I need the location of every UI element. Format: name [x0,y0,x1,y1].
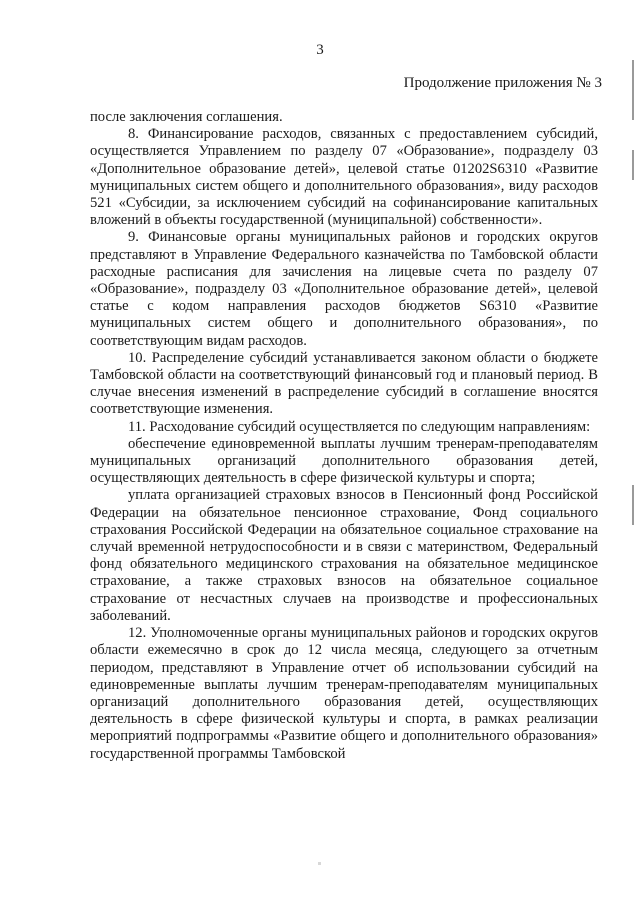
paragraph-8: 8. Финансирование расходов, связанных с предоставлением субсидий, осуществляется Управлением по разделу 07 «Образование», подразделу 03 «Дополнительное образование детей», целевой статье 01202S6310 «Развитие муниципальных систем общего и дополнительного образования», виду расходов 521 «Субсидии, за исключением субсидий на софинансирование капитальных вложений в объекты государственной (муниципальной) собственности». [90,126,598,229]
paragraph-11-item-insurance: уплата организацией страховых взносов в Пенсионный фонд Российской Федерации на обязательное пенсионное страхование, Фонд социального страхования Российской Федерации на обязательное социальное страхование на случай временной нетрудоспособности и в связи с материнством, Федеральный фонд обязательного медицинского страхования на обязательное медицинское страхование, а также страховых взносов на обязательное социальное страхование от несчастных случаев на производстве и профессиональных заболеваний. [90,487,598,624]
scan-edge-mark [632,60,634,120]
paragraph-10: 10. Распределение субсидий устанавливается законом области о бюджете Тамбовской области на соответствующий финансовый год и плановый период. В случае внесения изменений в распределение субсидий в соглашение вносятся соответствующие изменения. [90,349,598,418]
document-body [90,109,598,763]
scan-edge-mark [632,485,634,525]
appendix-continuation-note: Продолжение приложения № 3 [403,75,602,91]
paragraph-11: 11. Расходование субсидий осуществляется по следующим направлениям: [128,418,591,435]
paragraph-11-item-payment: обеспечение единовременной выплаты лучшим тренерам-преподавателям муниципальных организаций дополнительного образования детей, осуществляющих деятельность в сфере физической культуры и спорта; [90,435,598,487]
paragraph-continuation: после заключения соглашения. [90,109,283,125]
scan-artifact-dot [318,862,321,865]
paragraph-9: 9. Финансовые органы муниципальных районов и городских округов представляют в Управление Федерального казначейства по Тамбовской области расходные расписания для зачисления на лицевые счета по разделу 07 «Образование», подразделу 03 «Дополнительное образование детей», целевой статье с кодом направления расходов бюджетов S6310 «Развитие муниципальных систем общего и дополнительного образования», по соответствующим видам расходов. [90,229,598,349]
paragraph-12: 12. Уполномоченные органы муниципальных районов и городских округов области ежемесячно в срок до 12 числа месяца, следующего за отчетным периодом, представляют в Управление отчет об использовании субсидий на единовременные выплаты лучшим тренерам-преподавателям муниципальных организаций дополнительного образования детей, осуществляющих деятельность в сфере физической культуры и спорта, в рамках реализации мероприятий подпрограммы «Развитие общего и дополнительного образования» государственной программы Тамбовской [90,625,598,762]
scan-edge-mark [632,150,634,180]
page-number: 3 [316,42,324,58]
